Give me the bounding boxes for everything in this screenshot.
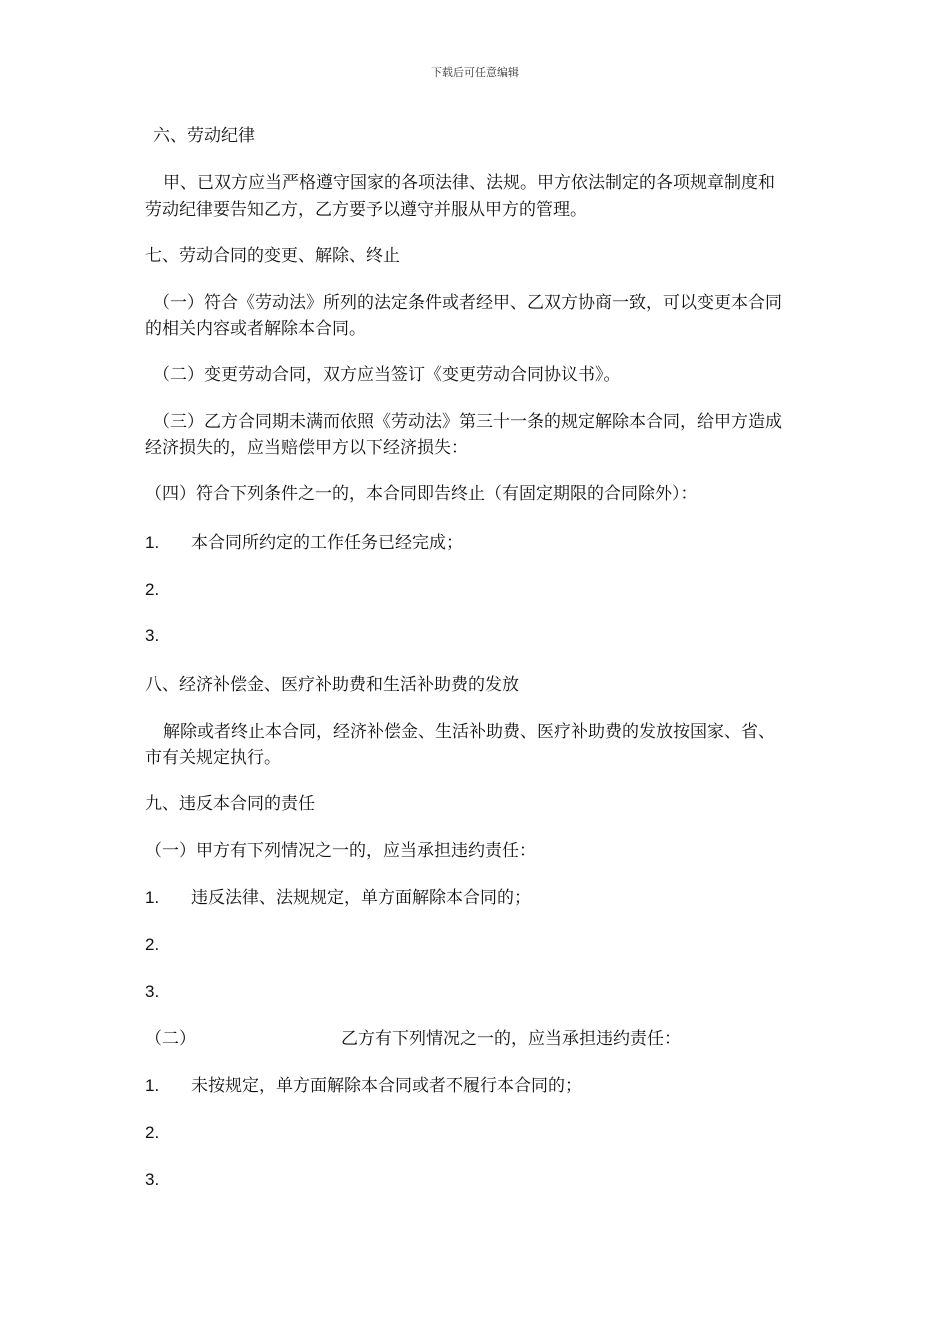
section-9-sub1: （一）甲方有下列情况之一的，应当承担违约责任： xyxy=(145,841,536,861)
section-7-item4: （四）符合下列条件之一的，本合同即告终止（有固定期限的合同除外）： xyxy=(145,484,698,504)
header-note: 下载后可任意编辑 xyxy=(431,66,519,79)
list-item xyxy=(145,1073,865,1099)
list-text: 违反法律、法规规定，单方面解除本合同的； xyxy=(191,888,531,908)
section-6-para-line2: 劳动纪律要告知乙方，乙方要予以遵守并服从甲方的管理。 xyxy=(145,200,587,220)
section-6-title: 六、劳动纪律 xyxy=(153,126,255,146)
list-number: 3. xyxy=(145,626,160,645)
list-number: 2. xyxy=(145,1123,160,1142)
list-number: 1. xyxy=(145,888,160,907)
list-item xyxy=(145,1167,865,1193)
list-number: 1. xyxy=(145,533,160,552)
list-number: 3. xyxy=(145,1170,160,1189)
list-item xyxy=(145,979,865,1005)
list-item xyxy=(145,1120,865,1146)
section-7-item3-line2: 经济损失的，应当赔偿甲方以下经济损失： xyxy=(145,438,468,458)
list-number: 2. xyxy=(145,580,160,599)
section-7-item1-line2: 的相关内容或者解除本合同。 xyxy=(145,319,366,339)
section-9-sub2 xyxy=(145,1026,865,1052)
section-7-item3-line1: （三）乙方合同期未满而依照《劳动法》第三十一条的规定解除本合同，给甲方造成 xyxy=(153,412,782,432)
section-8-title: 八、经济补偿金、医疗补助费和生活补助费的发放 xyxy=(145,675,519,695)
list-number: 3. xyxy=(145,982,160,1001)
section-8-para-line1: 解除或者终止本合同，经济补偿金、生活补助费、医疗补助费的发放按国家、省、 xyxy=(163,722,775,742)
list-text: 本合同所约定的工作任务已经完成； xyxy=(191,533,463,553)
list-item xyxy=(145,623,865,649)
list-number: 2. xyxy=(145,935,160,954)
list-item xyxy=(145,577,865,603)
section-7-item1-line1: （一）符合《劳动法》所列的法定条件或者经甲、乙双方协商一致，可以变更本合同 xyxy=(153,293,782,313)
list-item xyxy=(145,530,865,556)
section-9-sub2-text: 乙方有下列情况之一的，应当承担违约责任： xyxy=(341,1029,681,1049)
section-6-para-line1: 甲、已双方应当严格遵守国家的各项法律、法规。甲方依法制定的各项规章制度和 xyxy=(163,173,775,193)
list-text: 未按规定，单方面解除本合同或者不履行本合同的； xyxy=(191,1076,582,1096)
section-8-para-line2: 市有关规定执行。 xyxy=(145,748,281,768)
section-9-sub2-label: （二） xyxy=(145,1029,196,1049)
list-item xyxy=(145,932,865,958)
list-number: 1. xyxy=(145,1076,160,1095)
section-7-item2: （二）变更劳动合同，双方应当签订《变更劳动合同协议书》。 xyxy=(153,365,621,385)
section-7-title: 七、劳动合同的变更、解除、终止 xyxy=(145,246,400,266)
list-item xyxy=(145,885,865,911)
section-9-title: 九、违反本合同的责任 xyxy=(145,794,315,814)
